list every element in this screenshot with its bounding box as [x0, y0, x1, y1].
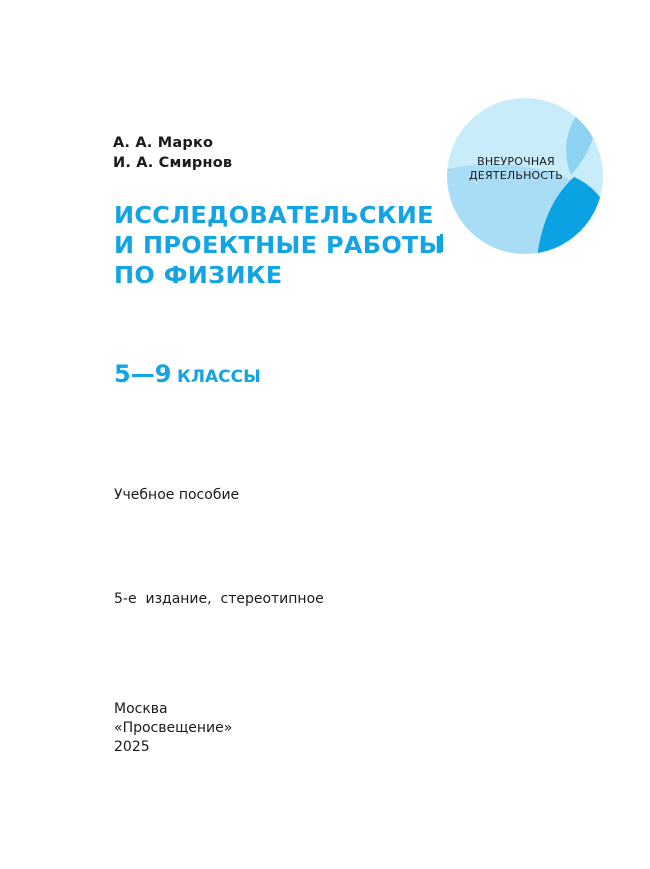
badge-line-1: ВНЕУРОЧНАЯ: [477, 155, 555, 168]
publisher-city: Москва: [114, 701, 168, 717]
grades: [114, 360, 261, 388]
author-2: И. А. Смирнов: [113, 155, 233, 171]
badge-line-2: ДЕЯТЕЛЬНОСТЬ: [469, 169, 563, 182]
grades-word: КЛАССЫ: [176, 367, 261, 387]
badge-label: [446, 155, 586, 183]
title-line-3: ПО ФИЗИКЕ: [114, 261, 283, 289]
publisher: [114, 700, 232, 757]
book-type: Учебное пособие: [114, 487, 240, 503]
title-line-1: ИССЛЕДОВАТЕЛЬСКИЕ: [114, 201, 434, 229]
publisher-name: «Просвещение»: [114, 720, 233, 736]
authors: [113, 133, 232, 173]
title-line-2: И ПРОЕКТНЫЕ РАБОТЫ: [114, 231, 444, 259]
publisher-year: 2025: [114, 739, 150, 755]
author-1: А. А. Марко: [113, 135, 214, 151]
book-title: [114, 200, 444, 290]
grades-range: 5—9: [114, 360, 172, 388]
edition: 5-е издание, стереотипное: [114, 591, 324, 607]
